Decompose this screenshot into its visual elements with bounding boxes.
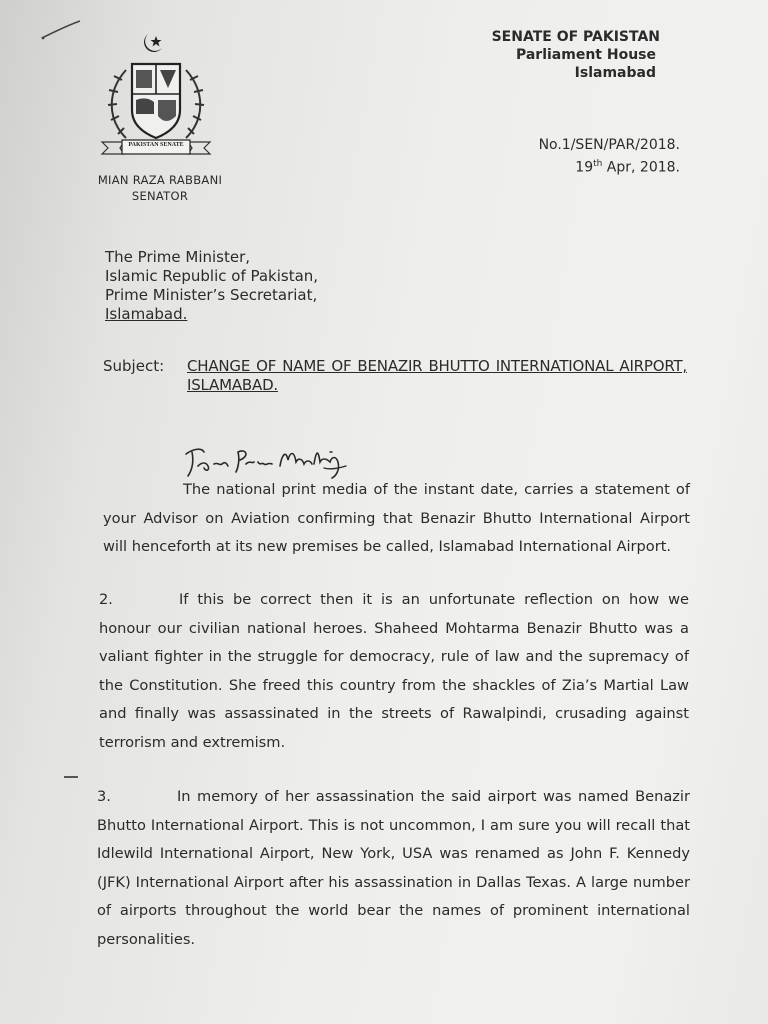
sender-name: MIAN RAZA RABBANI bbox=[97, 173, 223, 187]
addressee-line: The Prime Minister, bbox=[105, 248, 251, 266]
reference-number: No.1/SEN/PAR/2018. bbox=[538, 137, 680, 153]
body-paragraph-3 bbox=[97, 783, 690, 954]
paragraph-text: In memory of her assassination the said airport was named Benazir Bhutto International Airport. This is not uncommon, I am sure you will recall that Idlewild International Airport, New York, USA was renamed as John F. Kennedy (JFK) International Airport after his assassination in Dallas Texas. A large number of airports throughout the world bear the names of prominent international personalities. bbox=[97, 788, 690, 948]
sender-block bbox=[96, 172, 224, 204]
body-paragraph-1: The national print media of the instant date, carries a statement of your Advisor on Aviation confirming that Benazir Bhutto International Airport will henceforth at its new premises be called, Islamabad International Airport. bbox=[103, 481, 690, 555]
reference-date: 19th Apr, 2018. bbox=[575, 159, 680, 176]
letterhead-city: Islamabad bbox=[574, 65, 656, 81]
subject-text: CHANGE OF NAME OF BENAZIR BHUTTO INTERNATIONAL AIRPORT, ISLAMABAD. bbox=[187, 357, 687, 394]
senate-emblem-icon bbox=[96, 30, 216, 158]
body-paragraph-2 bbox=[99, 586, 689, 757]
addressee-block bbox=[105, 248, 318, 324]
addressee-line: Islamic Republic of Pakistan, bbox=[105, 267, 319, 285]
subject-label: Subject: bbox=[103, 357, 165, 375]
addressee-line: Prime Minister’s Secretariat, bbox=[105, 286, 318, 304]
reference-block bbox=[500, 136, 680, 178]
sender-title: SENATOR bbox=[131, 189, 189, 203]
margin-tick-mark bbox=[64, 776, 78, 778]
paragraph-number: 2. bbox=[99, 591, 113, 608]
letterhead-org: SENATE OF PAKISTAN bbox=[491, 29, 660, 45]
emblem-banner-text: PAKISTAN SENATE bbox=[128, 142, 184, 148]
pen-stroke-mark bbox=[40, 18, 82, 42]
handwritten-salutation bbox=[180, 440, 350, 480]
letterhead bbox=[470, 28, 660, 82]
paragraph-number: 3. bbox=[97, 788, 111, 805]
paragraph-text: If this be correct then it is an unfortunate reflection on how we honour our civilian national heroes. Shaheed Mohtarma Benazir Bhutto was a valiant fighter in the struggle for democracy, rule of law and the supremacy of the Constitution. She freed this country from the shackles of Zia’s Martial Law and finally was assassinated in the streets of Rawalpindi, crusading against terrorism and extremism. bbox=[99, 591, 689, 751]
letterhead-building: Parliament House bbox=[515, 47, 656, 63]
addressee-line: Islamabad. bbox=[105, 305, 188, 323]
